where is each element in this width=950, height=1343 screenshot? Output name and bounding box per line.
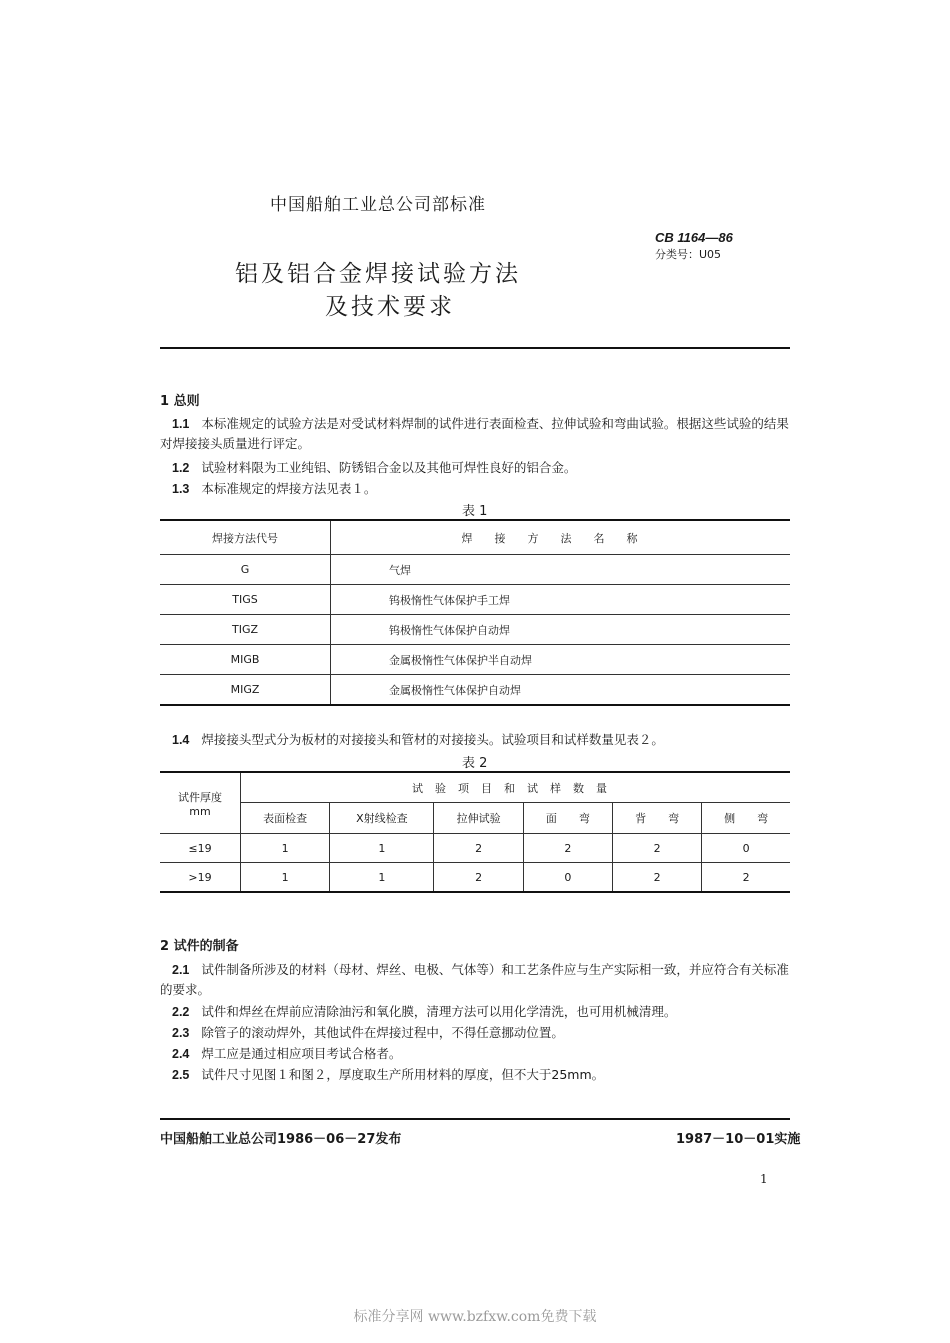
method-code: G	[160, 555, 331, 585]
value-cell: 0	[523, 863, 612, 893]
paragraph-2-4	[160, 1044, 795, 1064]
paragraph-text: 试件制备所涉及的材料（母材、焊丝、电极、气体等）和工艺条件应与生产实际相一致，并应符合有关标准的要求。	[160, 962, 789, 997]
method-code: MIGZ	[160, 675, 331, 706]
paragraph-number: 1.1	[172, 417, 190, 431]
test-items-group-header: 试验项目和试样数量	[241, 772, 791, 803]
paragraph-2-3	[160, 1023, 795, 1043]
value-cell: 2	[702, 863, 790, 893]
test-items-table	[160, 771, 790, 893]
paragraph-2-2	[160, 1002, 795, 1022]
col-header: 面 弯	[523, 803, 612, 834]
value-cell: 2	[434, 834, 523, 863]
method-name: 气焊	[331, 555, 791, 585]
watermark: 标准分享网 www.bzfxw.com免费下载	[353, 1309, 597, 1325]
paragraph-text: 本标准规定的试验方法是对受试材料焊制的试件进行表面检查、拉伸试验和弯曲试验。根据这些试验的结果对焊接接头质量进行评定。	[160, 416, 789, 451]
paragraph-number: 1.2	[172, 461, 190, 475]
paragraph-number: 2.1	[172, 963, 190, 977]
table-row	[160, 675, 790, 706]
method-name: 金属极惰性气体保护半自动焊	[331, 645, 791, 675]
section-2-heading: 2 试件的制备	[160, 939, 239, 954]
paragraph-number: 1.4	[172, 733, 190, 747]
paragraph-text: 试验材料限为工业纯铝、防锈铝合金以及其他可焊性良好的铝合金。	[201, 460, 577, 475]
section-1-heading: 1 总则	[160, 394, 200, 409]
paragraph-number: 2.4	[172, 1047, 190, 1061]
paragraph-1-1	[160, 414, 795, 454]
welding-methods-table	[160, 519, 790, 706]
col-header: 表面检查	[241, 803, 330, 834]
standard-code: CB 1164—86	[655, 230, 733, 245]
paragraph-text: 除管子的滚动焊外，其他试件在焊接过程中，不得任意挪动位置。	[201, 1025, 564, 1040]
classification-number: 分类号：U05	[655, 248, 722, 261]
method-code: TIGZ	[160, 615, 331, 645]
paragraph-2-1	[160, 960, 795, 1000]
method-name: 钨极惰性气体保护手工焊	[331, 585, 791, 615]
table-row	[160, 645, 790, 675]
header-divider	[160, 347, 790, 349]
col-header: 侧 弯	[702, 803, 790, 834]
document-title-line2: 及技术要求	[325, 294, 455, 320]
paragraph-text: 试件尺寸见图１和图２，厚度取生产所用材料的厚度，但不大于25mm。	[201, 1067, 605, 1082]
paragraph-number: 2.5	[172, 1068, 190, 1082]
page-number: 1	[760, 1172, 768, 1186]
col-header: X射线检查	[330, 803, 434, 834]
table-row	[160, 834, 790, 863]
paragraph-text: 本标准规定的焊接方法见表１。	[201, 481, 377, 496]
thickness-cell: ≤19	[160, 834, 241, 863]
value-cell: 2	[612, 863, 701, 893]
table-header-name: 焊接方法名称	[461, 531, 660, 545]
thickness-cell: >19	[160, 863, 241, 893]
value-cell: 0	[702, 834, 790, 863]
thickness-label: 试件厚度	[178, 790, 222, 804]
method-code: MIGB	[160, 645, 331, 675]
value-cell: 2	[434, 863, 523, 893]
table-row	[160, 555, 790, 585]
method-code: TIGS	[160, 585, 331, 615]
method-name: 金属极惰性气体保护自动焊	[331, 675, 791, 706]
paragraph-number: 1.3	[172, 482, 190, 496]
table-row	[160, 585, 790, 615]
value-cell: 2	[612, 834, 701, 863]
table-header-code: 焊接方法代号	[160, 520, 331, 555]
value-cell: 1	[330, 863, 434, 893]
thickness-unit: mm	[189, 804, 211, 818]
value-cell: 1	[330, 834, 434, 863]
issue-date: 中国船舶工业总公司1986－06－27发布	[160, 1132, 402, 1147]
value-cell: 1	[241, 834, 330, 863]
method-name: 钨极惰性气体保护自动焊	[331, 615, 791, 645]
paragraph-text: 焊接接头型式分为板材的对接接头和管材的对接接头。试验项目和试样数量见表２。	[201, 732, 664, 747]
thickness-header	[160, 772, 241, 834]
paragraph-text: 试件和焊丝在焊前应清除油污和氧化膜，清理方法可以用化学清洗，也可用机械清理。	[201, 1004, 677, 1019]
paragraph-number: 2.3	[172, 1026, 190, 1040]
paragraph-2-5	[160, 1065, 795, 1085]
effective-date: 1987－10－01实施	[676, 1132, 801, 1147]
paragraph-1-3	[160, 479, 795, 499]
table-1-caption: 表 1	[462, 504, 488, 519]
document-title-line1: 铝及铝合金焊接试验方法	[235, 261, 521, 287]
table-2-caption: 表 2	[462, 756, 488, 771]
value-cell: 1	[241, 863, 330, 893]
paragraph-text: 焊工应是通过相应项目考试合格者。	[201, 1046, 402, 1061]
table-row	[160, 863, 790, 893]
issuing-organization: 中国船舶工业总公司部标准	[270, 195, 486, 215]
table-row	[160, 615, 790, 645]
value-cell: 2	[523, 834, 612, 863]
paragraph-1-4	[160, 730, 795, 750]
col-header: 背 弯	[612, 803, 701, 834]
footer-divider	[160, 1118, 790, 1120]
col-header: 拉伸试验	[434, 803, 523, 834]
paragraph-number: 2.2	[172, 1005, 190, 1019]
paragraph-1-2	[160, 458, 795, 478]
